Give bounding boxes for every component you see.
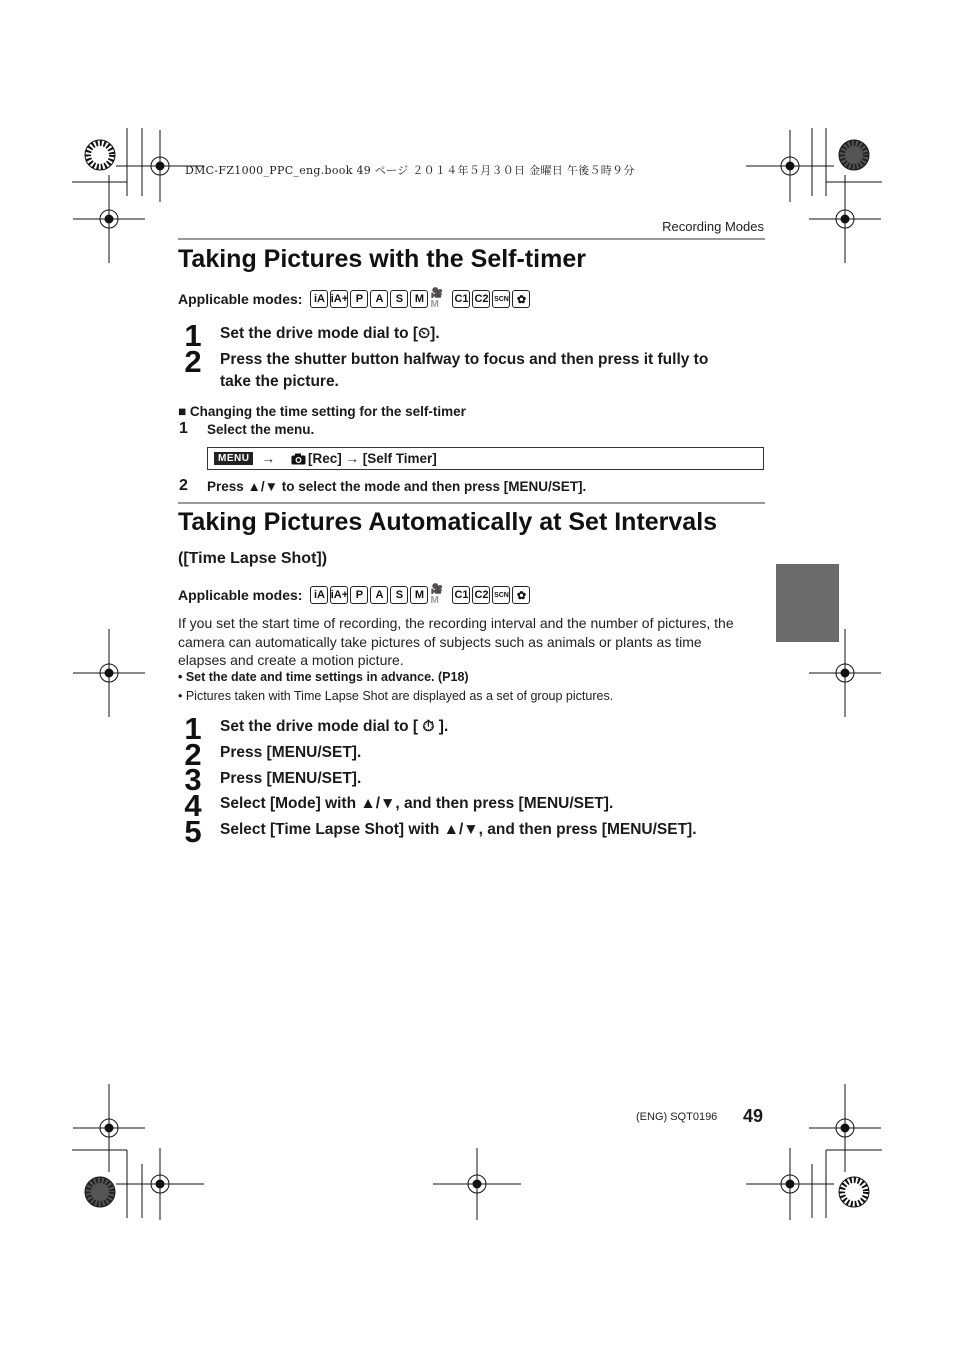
- body-line: camera can automatically take pictures of subjects such as animals or plants as time: [178, 634, 702, 650]
- sub-heading: ■ Changing the time setting for the self-timer: [178, 404, 466, 419]
- step-text: Set the drive mode dial to [ ⏱ ].: [220, 718, 449, 735]
- applicable-modes-2: [178, 586, 530, 604]
- mode-icon: A: [370, 290, 388, 308]
- step-number: 3: [184, 762, 202, 797]
- applicable-label: Applicable modes:: [178, 587, 303, 603]
- step-text: Set the drive mode dial to [⏲].: [220, 325, 440, 342]
- mode-icon: 🎥M: [430, 288, 443, 310]
- sub-step-number: 2: [179, 477, 188, 494]
- arrow: →: [261, 451, 275, 466]
- section1-title: Taking Pictures with the Self-timer: [178, 245, 586, 273]
- printer-line: DMC-FZ1000_PPC_eng.book 49 ページ ２０１４年５月３０日 金曜日 午後５時９分: [185, 164, 635, 177]
- note: • Pictures taken with Time Lapse Shot are displayed as a set of group pictures.: [178, 689, 614, 703]
- mode-icon: P: [350, 290, 368, 308]
- mode-icon: C1: [452, 586, 470, 604]
- mode-icon: C2: [472, 290, 490, 308]
- menu-path-box: [207, 447, 764, 470]
- mode-icon: C1: [452, 290, 470, 308]
- mode-icon: SCN: [492, 290, 510, 308]
- step-text: Press the shutter button halfway to focus and then press it fully to: [220, 351, 709, 368]
- mode-icon: M: [410, 290, 428, 308]
- camera-icon: [291, 453, 306, 465]
- body-line: elapses and create a motion picture.: [178, 652, 404, 668]
- mode-icon: 🎥M: [430, 584, 443, 606]
- applicable-modes-1: [178, 290, 530, 308]
- mode-icon: A: [370, 586, 388, 604]
- sub-step-text: Select the menu.: [207, 422, 315, 437]
- chapter-tab: [776, 564, 839, 642]
- mode-icon: iA: [310, 586, 328, 604]
- mode-icon: S: [390, 586, 408, 604]
- step-number: 4: [184, 788, 202, 823]
- mode-icon: ✿: [512, 290, 530, 308]
- step-number: 5: [184, 814, 202, 849]
- mode-icon: SCN: [492, 586, 510, 604]
- section-label: Recording Modes: [662, 219, 764, 234]
- mode-icon: P: [350, 586, 368, 604]
- mode-icon: S: [390, 290, 408, 308]
- menu-path-text: [Rec] → [Self Timer]: [307, 451, 437, 466]
- step-number: 2: [184, 344, 202, 379]
- step-number: 2: [184, 737, 202, 772]
- section-rule: [178, 502, 765, 504]
- step-text: Select [Time Lapse Shot] with ▲/▼, and then press [MENU/SET].: [220, 821, 697, 838]
- header-rule: [178, 238, 765, 240]
- step-number: 1: [184, 318, 202, 353]
- page-number: 49: [743, 1106, 764, 1126]
- step-text: Press [MENU/SET].: [220, 770, 362, 787]
- mode-icon: iA+: [330, 290, 348, 308]
- mode-icon: ✿: [512, 586, 530, 604]
- step-text: Select [Mode] with ▲/▼, and then press [MENU/SET].: [220, 795, 614, 812]
- note-bold: • Set the date and time settings in advance. (P18): [178, 670, 469, 684]
- applicable-label: Applicable modes:: [178, 291, 303, 307]
- section2-title: Taking Pictures Automatically at Set Intervals: [178, 508, 718, 536]
- step-text: Press [MENU/SET].: [220, 744, 362, 761]
- section2-subtitle: ([Time Lapse Shot]): [178, 550, 328, 567]
- menu-tag: MENU: [214, 452, 253, 465]
- mode-icon: iA: [310, 290, 328, 308]
- step-text: take the picture.: [220, 373, 339, 390]
- page-code: (ENG) SQT0196: [636, 1111, 718, 1123]
- step-number: 1: [184, 711, 202, 746]
- body-line: If you set the start time of recording, the recording interval and the number of pictures, the: [178, 615, 734, 631]
- mode-icon: C2: [472, 586, 490, 604]
- mode-icon: M: [410, 586, 428, 604]
- sub-step-number: 1: [179, 420, 188, 437]
- mode-icon: iA+: [330, 586, 348, 604]
- sub-step-text: Press ▲/▼ to select the mode and then press [MENU/SET].: [207, 479, 587, 494]
